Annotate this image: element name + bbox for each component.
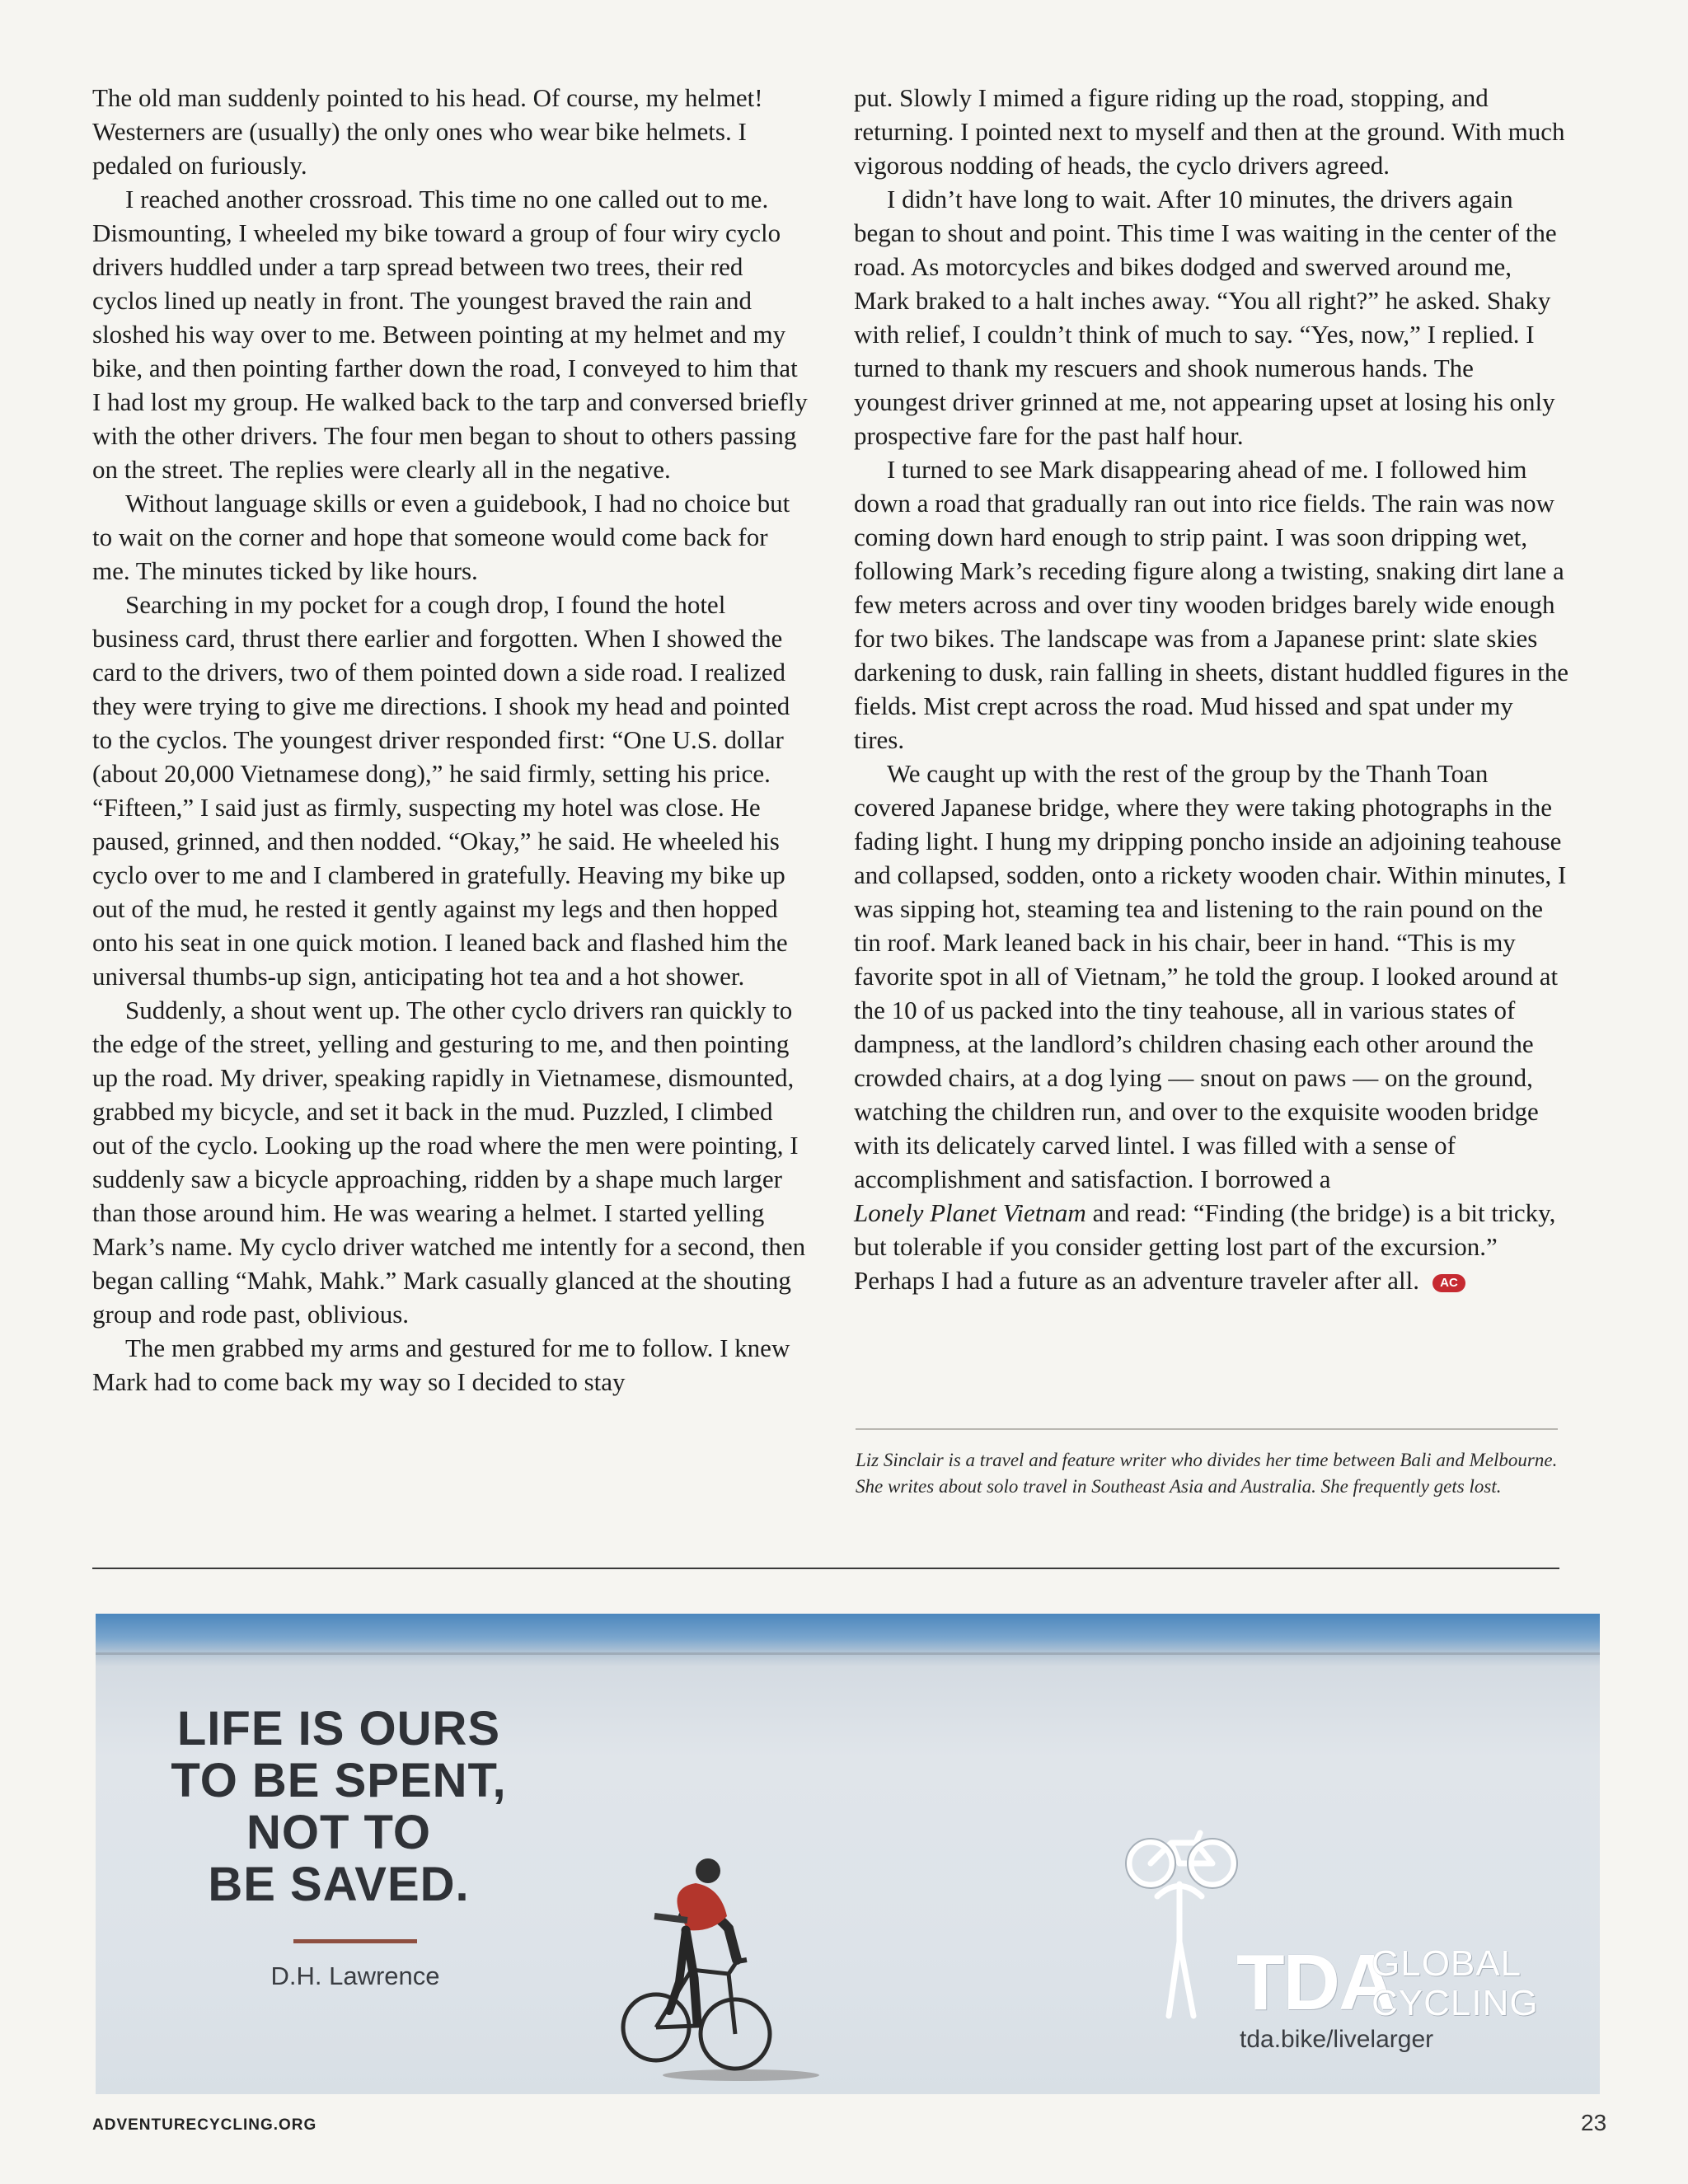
article-paragraph: The old man suddenly pointed to his head. Of course, my helmet! Westerners are (usually) the only ones who wear bike helmets. I pedaled on furiously. [92, 83, 763, 180]
ad-quote-line: TO BE SPENT, [171, 1754, 507, 1807]
article-paragraph: Without language skills or even a guidebook, I had no choice but to wait on the corner and hope that someone would come back for me. The minutes ticked by like hours. [92, 489, 790, 585]
article-paragraph: The men grabbed my arms and gestured for me to follow. I knew Mark had to come back my way so I decided to stay [92, 1333, 790, 1396]
tda-global-text: GLOBAL [1372, 1943, 1522, 1984]
tda-wordmark: TDA [1236, 1938, 1395, 2027]
cyclist-icon [605, 1838, 852, 2085]
tda-advertisement[interactable] [96, 1614, 1600, 2094]
quote-divider [293, 1939, 417, 1943]
page-number: 23 [1581, 2110, 1607, 2135]
ad-quote-line: NOT TO [246, 1806, 432, 1859]
end-mark-icon: AC [1432, 1274, 1465, 1292]
quote-author: D.H. Lawrence [270, 1961, 440, 1990]
ad-quote [162, 1703, 516, 1910]
footer-site-name: ADVENTURECYCLING.ORG [92, 2116, 317, 2134]
ad-quote-line: LIFE IS OURS [176, 1702, 501, 1755]
article-paragraph: I reached another crossroad. This time no one called out to me. Dismounting, I wheeled my bike toward a group of four wiry cyclo drivers huddled under a tarp spread between two trees, their red cyclos lined up neatly in front. The youngest braved the rain and sloshed his way over to me. Between pointing at my helmet and my bike, and then pointing farther down the road, I conveyed to him that I had lost my group. He walked back to the tarp and conversed briefly with the other drivers. The four men began to shout to others passing on the street. The replies were clearly all in the negative. [92, 185, 808, 484]
horizon-line [96, 1652, 1600, 1655]
book-title: Lonely Planet Vietnam [854, 1198, 1086, 1227]
ad-quote-line: BE SAVED. [208, 1858, 470, 1911]
author-bio: Liz Sinclair is a travel and feature writer who divides her time between Bali and Melbourne. She writes about solo travel in Southeast Asia and Australia. She frequently gets lost. [856, 1450, 1558, 1497]
bio-divider [856, 1428, 1558, 1430]
tda-cycling-text: CYCLING [1372, 1983, 1539, 2023]
article-right-column [854, 81, 1569, 1297]
closing-text: and read: “Finding (the bridge) is a bit tricky, but tolerable if you consider getting lost part of the excursion.” Perhaps I had a future as an adventure traveler after all. [854, 1198, 1556, 1295]
article-paragraph: I turned to see Mark disappearing ahead of me. I followed him down a road that gradually ran out into rice fields. The rain was now coming down hard enough to strip paint. I was soon dripping wet, following Mark’s receding figure along a twisting, snaking dirt lane a few meters across and over tiny wooden bridges barely wide enough for two bikes. The landscape was from a Japanese print: slate skies darkening to dusk, rain falling in sheets, distant huddled figures in the fields. Mist crept across the road. Mud hissed and spat under my tires. [854, 455, 1568, 754]
page-divider [92, 1568, 1559, 1569]
article-paragraph: We caught up with the rest of the group by the Thanh Toan covered Japanese bridge, where they were taking photographs in the fading light. I hung my dripping poncho inside an adjoining teahouse and collapsed, sodden, onto a rickety wooden chair. Within minutes, I was sipping hot, steaming tea and listening to the rain pound on the tin roof. Mark leaned back in his chair, beer in hand. “This is my favorite spot in all of Vietnam,” he told the group. I looked around at the 10 of us packed into the tiny teahouse, all in various states of dampness, at the landlord’s children chasing each other around the crowded chairs, at a dog lying — snout on paws — on the ground, watching the children run, and over to the exquisite wooden bridge with its delicately carved lintel. I was filled with a sense of accomplishment and satisfaction. I borrowed a [854, 759, 1567, 1193]
article-paragraph: Suddenly, a shout went up. The other cyclo drivers ran quickly to the edge of the street, yelling and gesturing to me, and then pointing up the road. My driver, speaking rapidly in Vietnamese, dismounted, grabbed my bicycle, and set it back in the mud. Puzzled, I climbed out of the cyclo. Looking up the road where the men were pointing, I suddenly saw a bicycle approaching, ridden by a shape much larger than those around him. He was wearing a helmet. I started yelling Mark’s name. My cyclo driver watched me intently for a second, then began calling “Mahk, Mahk.” Mark casually glanced at the shouting group and rode past, oblivious. [92, 996, 806, 1329]
article-left-column [92, 81, 808, 1399]
ad-url-link[interactable]: tda.bike/livelarger [1240, 2026, 1434, 2053]
right-column-paragraphs [854, 81, 1569, 1196]
article-paragraph: Searching in my pocket for a cough drop, I found the hotel business card, thrust there earlier and forgotten. When I showed the card to the drivers, two of them pointed down a side road. I realized they were trying to give me directions. I shook my head and pointed to the cyclos. The youngest driver responded first: “One U.S. dollar (about 20,000 Vietnamese dong),” he said firmly, setting his price. “Fifteen,” I said just as firmly, suspecting my hotel was close. He paused, grinned, and then nodded. “Okay,” he said. He wheeled his cyclo over to me and I clambered in gratefully. Heaving my bike up out of the mud, he rested it gently against my legs and then hopped onto his seat in one quick motion. I leaned back and flashed him the universal thumbs-up sign, anticipating hot tea and a hot shower. [92, 590, 790, 991]
article-paragraph: I didn’t have long to wait. After 10 minutes, the drivers again began to shout and point. This time I was waiting in the center of the road. As motorcycles and bikes dodged and swerved around me, Mark braked to a halt inches away. “You all right?” he asked. Shaky with relief, I couldn’t think of much to say. “Yes, now,” I replied. I turned to thank my rescuers and shook numerous hands. The youngest driver grinned at me, not appearing upset at losing his only prospective fare for the past half hour. [854, 185, 1557, 450]
article-closing-paragraph [854, 1196, 1569, 1297]
article-paragraph: put. Slowly I mimed a figure riding up the road, stopping, and returning. I pointed next to myself and then at the ground. With much vigorous nodding of heads, the cyclo drivers agreed. [854, 83, 1565, 180]
